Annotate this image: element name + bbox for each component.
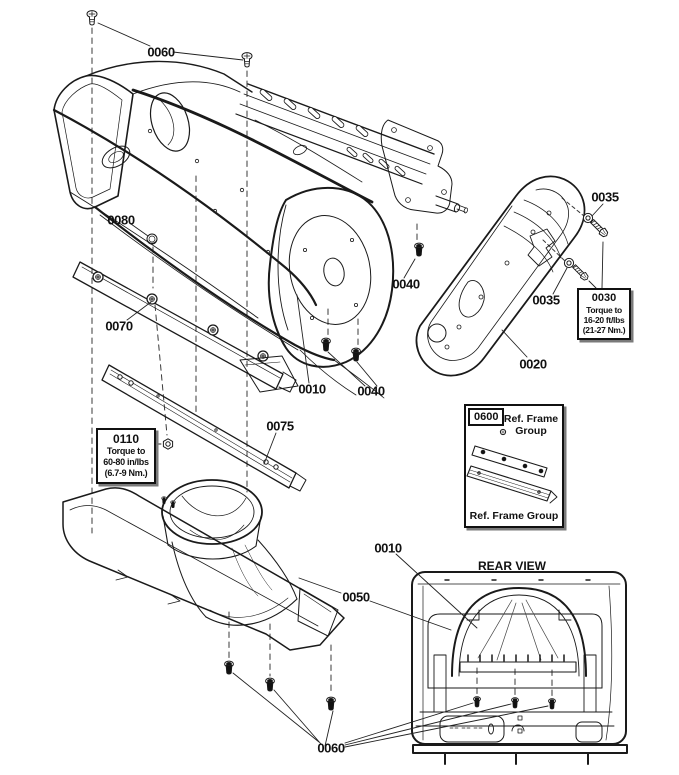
- callout-text-line: 60-80 in/lbs: [103, 457, 149, 467]
- bolt-icon: [511, 698, 518, 708]
- washer-icon: [564, 258, 573, 267]
- torque-callout-0110: [96, 428, 156, 484]
- screw-icon: [208, 325, 218, 335]
- washer-icon: [583, 213, 592, 222]
- callout-text-line: (6.7-9 Nm.): [104, 468, 148, 478]
- screw-icon: [147, 294, 157, 304]
- part-label-0060-top: 0060: [147, 44, 175, 60]
- part-label-0035-lower: 0035: [532, 292, 560, 308]
- part-label-0010-rear: 0010: [374, 540, 402, 556]
- ref-box-caption-bottom: Ref. Frame Group: [469, 510, 559, 522]
- part-label-0040-lower: 0040: [357, 383, 385, 399]
- bolt-icon: [415, 243, 424, 256]
- part-label-0070: 0070: [105, 318, 133, 334]
- rear-view-drawing: [412, 572, 627, 764]
- hex-bolt-icon: [589, 218, 609, 238]
- bolt-icon: [548, 699, 555, 709]
- bolt-icon: [225, 661, 234, 674]
- callout-part-number: 0030: [591, 292, 617, 304]
- part-label-0040-upper: 0040: [392, 276, 420, 292]
- bolt-icon: [171, 501, 176, 508]
- part-label-0010-housing: 0010: [298, 381, 326, 397]
- screw-icon: [93, 272, 103, 282]
- auger-housing-drawing: [54, 61, 468, 398]
- torque-callout-0030: [577, 288, 631, 340]
- chute-base-0050-drawing: [63, 480, 344, 650]
- screw-icon: [147, 234, 157, 244]
- bolt-icon: [162, 497, 167, 504]
- callout-text-line: 16-20 ft/lbs: [583, 315, 625, 325]
- callout-text-line: Torque to: [106, 446, 146, 456]
- belt-cover-0020-drawing: [417, 176, 585, 375]
- part-label-0080: 0080: [107, 212, 135, 228]
- bolt-icon: [266, 678, 275, 691]
- bolt-icon: [327, 697, 336, 710]
- callout-part-number: 0110: [112, 432, 140, 446]
- nut-icon: [163, 439, 172, 449]
- rear-view-caption: REAR VIEW: [477, 559, 547, 573]
- bolt-icon: [322, 338, 331, 351]
- screw-icon: [258, 351, 268, 361]
- callout-text-line: Torque to: [586, 305, 622, 315]
- part-label-0060-bottom: 0060: [317, 740, 345, 756]
- frame-rail-slots: [259, 88, 406, 176]
- tooth-strip: [468, 655, 564, 661]
- bolt-icon: [87, 11, 97, 25]
- hex-bolt-icon: [572, 264, 590, 282]
- part-label-0075: 0075: [266, 418, 294, 434]
- ref-box-caption-top: Ref. Frame Group: [503, 413, 559, 437]
- part-label-0020: 0020: [519, 356, 547, 372]
- callout-text-line: (21-27 Nm.): [582, 325, 626, 335]
- part-label-0035-upper: 0035: [591, 189, 619, 205]
- ref-frame-group-box-0600: [464, 404, 564, 528]
- bolt-icon: [473, 697, 480, 707]
- part-label-0050: 0050: [342, 589, 370, 605]
- bolt-icon: [242, 53, 252, 67]
- output-shaft-drawing: [436, 196, 468, 213]
- ref-box-part-number: 0600: [468, 408, 504, 426]
